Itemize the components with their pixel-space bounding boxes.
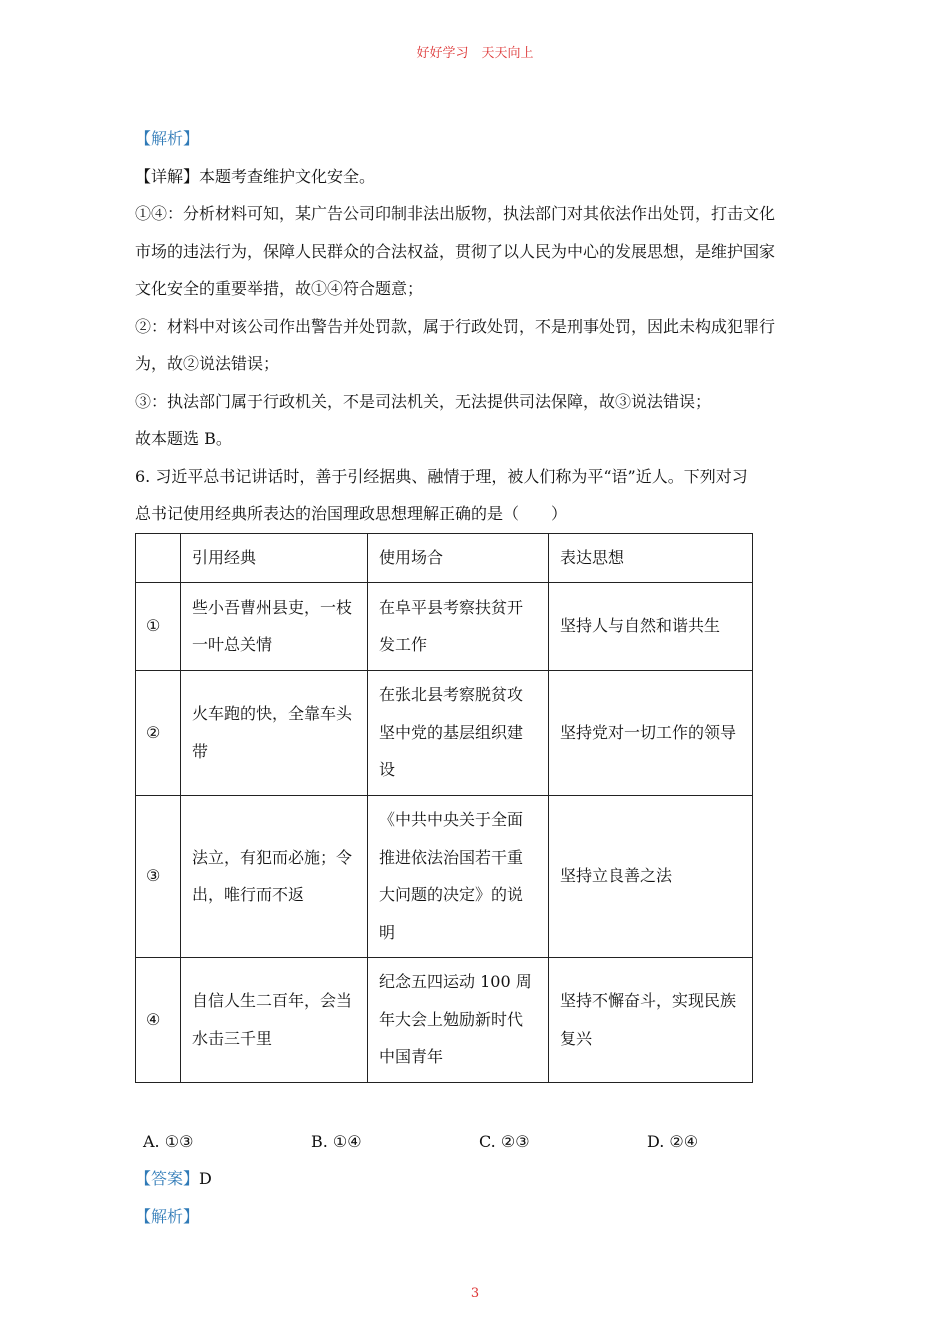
analysis-line: 故本题选 B。 <box>135 429 232 448</box>
table-cell: 火车跑的快，全靠车头带 <box>181 670 368 795</box>
detail-text: 本题考查维护文化安全。 <box>199 166 376 186</box>
analysis-tag-2: 【解析】 <box>135 1206 200 1226</box>
question-stem-line1: 6. 习近平总书记讲话时，善于引经据典、融情于理，被人们称为平“语”近人。下列对习 <box>135 466 748 486</box>
table-cell: 纪念五四运动 100 周年大会上勉励新时代中国青年 <box>368 957 549 1082</box>
table-cell: ④ <box>136 957 181 1082</box>
analysis-line: 文化安全的重要举措，故①④符合题意； <box>135 279 424 298</box>
analysis-line: 为，故②说法错误； <box>135 354 280 373</box>
analysis-line: ①④：分析材料可知，某广告公司印制非法出版物，执法部门对其依法作出处罚，打击文化 <box>135 204 776 223</box>
question-stem-line2: 总书记使用经典所表达的治国理政思想理解正确的是（ ） <box>135 504 568 523</box>
table-cell: 法立，有犯而必施；令出，唯行而不返 <box>181 795 368 957</box>
quote-table <box>135 533 753 1083</box>
option-c: C. ②③ <box>479 1131 530 1151</box>
table-cell: 在张北县考察脱贫攻坚中党的基层组织建设 <box>368 670 549 795</box>
table-cell: ② <box>136 670 181 795</box>
answer-line <box>135 1160 815 1198</box>
table-row <box>136 795 753 957</box>
option-b: B. ①④ <box>311 1131 362 1151</box>
option-d: D. ②④ <box>647 1131 699 1151</box>
table-header-cell <box>136 533 181 582</box>
table-cell: 坚持人与自然和谐共生 <box>549 582 753 670</box>
table-cell: 坚持不懈奋斗，实现民族复兴 <box>549 957 753 1082</box>
detail-tag: 【详解】 <box>135 166 200 186</box>
page-header: 好好学习 天天向上 <box>416 46 534 61</box>
table-row <box>136 582 753 670</box>
table-header-cell: 使用场合 <box>368 533 549 582</box>
table-cell: 些小吾曹州县吏，一枝一叶总关情 <box>181 582 368 670</box>
table-cell: 《中共中央关于全面推进依法治国若干重大问题的决定》的说明 <box>368 795 549 957</box>
table-header-cell: 表达思想 <box>549 533 753 582</box>
table-row <box>136 670 753 795</box>
table-cell: 坚持立良善之法 <box>549 795 753 957</box>
table-row <box>136 957 753 1082</box>
answer-value: D <box>199 1169 212 1188</box>
analysis-line: ③：执法部门属于行政机关，不是司法机关，无法提供司法保障，故③说法错误； <box>135 391 712 411</box>
detail-line <box>135 158 815 196</box>
answer-options <box>135 1123 815 1161</box>
document-body <box>135 120 815 1235</box>
option-a: A. ①③ <box>143 1131 194 1151</box>
page-number: 3 <box>470 1286 480 1301</box>
analysis-tag: 【解析】 <box>135 129 200 148</box>
table-cell: 自信人生二百年，会当水击三千里 <box>181 957 368 1082</box>
table-header-row <box>136 533 753 582</box>
table-header-cell: 引用经典 <box>181 533 368 582</box>
analysis-line: 市场的违法行为，保障人民群众的合法权益，贯彻了以人民为中心的发展思想，是维护国家 <box>135 241 776 261</box>
table-cell: ③ <box>136 795 181 957</box>
table-cell: 在阜平县考察扶贫开发工作 <box>368 582 549 670</box>
answer-tag: 【答案】 <box>135 1169 200 1188</box>
analysis-line: ②：材料中对该公司作出警告并处罚款，属于行政处罚，不是刑事处罚，因此未构成犯罪行 <box>135 316 776 336</box>
table-cell: 坚持党对一切工作的领导 <box>549 670 753 795</box>
table-cell: ① <box>136 582 181 670</box>
